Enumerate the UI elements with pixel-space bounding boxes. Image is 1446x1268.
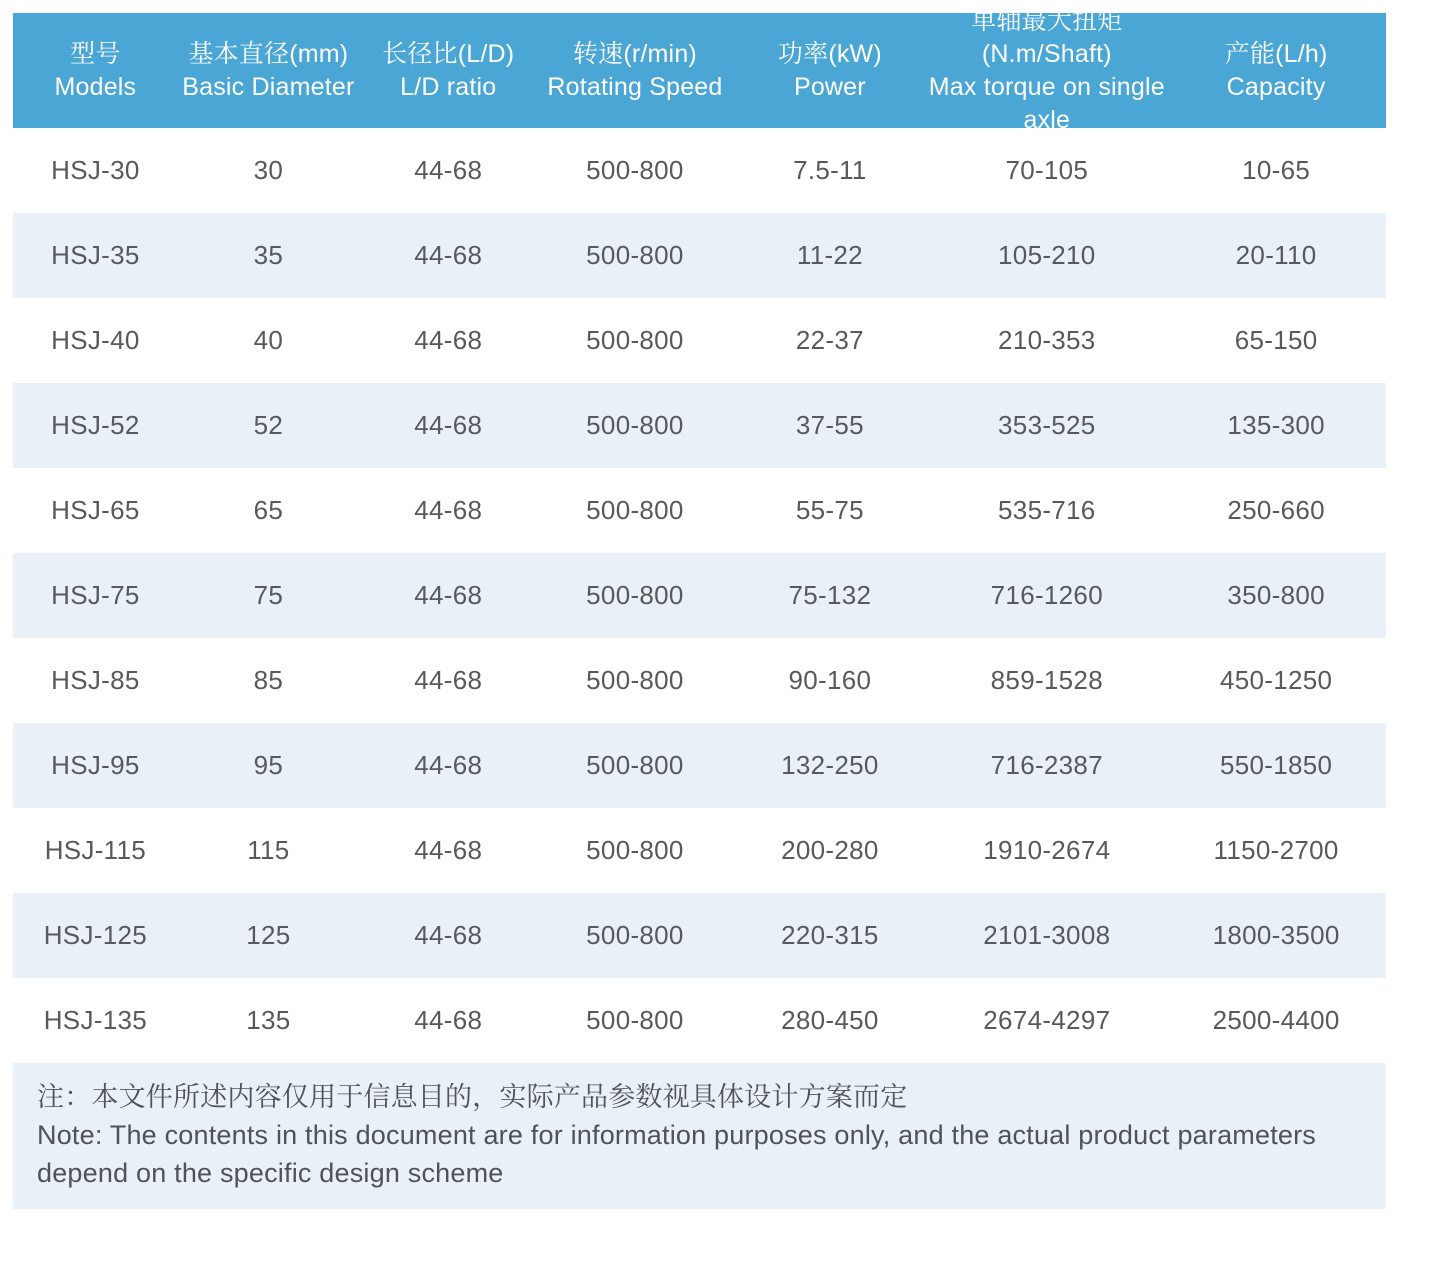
table-row bbox=[13, 808, 1386, 893]
table-header-row bbox=[13, 6, 1386, 134]
table-cell: 353-525 bbox=[998, 410, 1096, 440]
table-cell: 2101-3008 bbox=[983, 920, 1111, 950]
model-cell: HSJ-85 bbox=[51, 665, 140, 695]
table-cell: 85 bbox=[253, 665, 284, 695]
header-label-en: L/D ratio bbox=[400, 72, 497, 101]
table-cell: 500-800 bbox=[586, 835, 684, 865]
table-row bbox=[13, 383, 1386, 468]
table-cell: 44-68 bbox=[414, 240, 483, 270]
header-cell bbox=[1166, 13, 1386, 128]
header-cell bbox=[13, 13, 178, 128]
table-cell: 350-800 bbox=[1227, 580, 1325, 610]
table-cell: 11-22 bbox=[796, 240, 863, 270]
header-cell bbox=[732, 13, 927, 128]
model-cell: HSJ-65 bbox=[51, 495, 140, 525]
table-cell: 500-800 bbox=[586, 1005, 684, 1035]
table-row bbox=[13, 723, 1386, 808]
table-cell: 105-210 bbox=[998, 240, 1096, 270]
table-cell: 65 bbox=[253, 495, 284, 525]
header-label-zh: 功率(kW) bbox=[777, 39, 882, 68]
table-cell: 132-250 bbox=[781, 750, 879, 780]
table-cell: 52 bbox=[253, 410, 284, 440]
table-cell: 90-160 bbox=[788, 665, 872, 695]
model-cell: HSJ-135 bbox=[43, 1005, 147, 1035]
header-label-zh: 长径比(L/D) bbox=[382, 39, 515, 68]
table-cell: 44-68 bbox=[414, 410, 483, 440]
table-row bbox=[13, 298, 1386, 383]
header-label-en: Max torque on single axle bbox=[928, 72, 1165, 134]
table-cell: 500-800 bbox=[586, 580, 684, 610]
model-cell: HSJ-125 bbox=[43, 920, 147, 950]
table-cell: 75-132 bbox=[788, 580, 872, 610]
footnote-en: Note: The contents in this document are for information purposes only, and the actual product parameters depend on the specific design scheme bbox=[37, 1120, 1317, 1188]
header-cell bbox=[927, 6, 1166, 134]
table-cell: 200-280 bbox=[781, 835, 879, 865]
header-label-zh: 产能(L/h) bbox=[1224, 39, 1328, 68]
table-cell: 70-105 bbox=[1005, 155, 1089, 185]
table-cell: 500-800 bbox=[586, 240, 684, 270]
table-cell: 30 bbox=[253, 155, 284, 185]
footnote bbox=[13, 1063, 1386, 1209]
header-cell bbox=[178, 13, 359, 128]
table-cell: 44-68 bbox=[414, 155, 483, 185]
table-cell: 716-2387 bbox=[990, 750, 1103, 780]
table-cell: 500-800 bbox=[586, 665, 684, 695]
table-cell: 1800-3500 bbox=[1212, 920, 1340, 950]
table-cell: 37-55 bbox=[795, 410, 864, 440]
table-cell: 44-68 bbox=[414, 920, 483, 950]
table-cell: 115 bbox=[247, 835, 290, 865]
table-row bbox=[13, 638, 1386, 723]
table-row bbox=[13, 978, 1386, 1063]
table-cell: 10-65 bbox=[1242, 155, 1311, 185]
model-cell: HSJ-75 bbox=[51, 580, 140, 610]
table-cell: 280-450 bbox=[781, 1005, 879, 1035]
table-row bbox=[13, 468, 1386, 553]
table-cell: 40 bbox=[253, 325, 284, 355]
table-cell: 500-800 bbox=[586, 920, 684, 950]
model-cell: HSJ-95 bbox=[51, 750, 140, 780]
table-cell: 44-68 bbox=[414, 495, 483, 525]
table-cell: 1910-2674 bbox=[983, 835, 1111, 865]
table-cell: 44-68 bbox=[414, 665, 483, 695]
spec-table bbox=[13, 6, 1386, 1209]
table-cell: 44-68 bbox=[414, 580, 483, 610]
header-label-en: Models bbox=[54, 72, 137, 101]
table-cell: 500-800 bbox=[586, 155, 684, 185]
table-body bbox=[13, 128, 1386, 1063]
table-cell: 135 bbox=[246, 1005, 291, 1035]
header-label-en: Basic Diameter bbox=[182, 72, 355, 101]
table-cell: 20-110 bbox=[1235, 240, 1317, 270]
table-cell: 2674-4297 bbox=[983, 1005, 1111, 1035]
table-row bbox=[13, 893, 1386, 978]
table-cell: 135-300 bbox=[1227, 410, 1325, 440]
table-cell: 35 bbox=[253, 240, 284, 270]
header-cell bbox=[537, 13, 732, 128]
table-row bbox=[13, 128, 1386, 213]
header-label-zh: 基本直径(mm) bbox=[188, 39, 349, 68]
table-cell: 500-800 bbox=[586, 495, 684, 525]
header-cell bbox=[359, 13, 537, 128]
model-cell: HSJ-30 bbox=[51, 155, 140, 185]
table-cell: 95 bbox=[253, 750, 284, 780]
header-label-zh: 单轴最大扭矩(N.m/Shaft) bbox=[971, 6, 1123, 68]
table-cell: 500-800 bbox=[586, 325, 684, 355]
header-label-en: Power bbox=[793, 72, 866, 101]
footnote-zh: 注：本文件所述内容仅用于信息目的，实际产品参数视具体设计方案而定 bbox=[37, 1082, 908, 1112]
table-row bbox=[13, 553, 1386, 638]
table-cell: 44-68 bbox=[414, 750, 483, 780]
table-cell: 450-1250 bbox=[1219, 665, 1333, 695]
table-cell: 210-353 bbox=[998, 325, 1096, 355]
model-cell: HSJ-52 bbox=[51, 410, 140, 440]
table-cell: 220-315 bbox=[781, 920, 879, 950]
table-cell: 250-660 bbox=[1227, 495, 1325, 525]
header-label-en: Rotating Speed bbox=[547, 72, 723, 101]
table-cell: 550-1850 bbox=[1219, 750, 1333, 780]
table-cell: 65-150 bbox=[1234, 325, 1318, 355]
table-cell: 22-37 bbox=[795, 325, 864, 355]
table-cell: 500-800 bbox=[586, 750, 684, 780]
table-row bbox=[13, 213, 1386, 298]
table-cell: 859-1528 bbox=[990, 665, 1103, 695]
header-label-en: Capacity bbox=[1226, 72, 1326, 101]
table-cell: 44-68 bbox=[414, 1005, 483, 1035]
model-cell: HSJ-40 bbox=[51, 325, 140, 355]
table-cell: 125 bbox=[246, 920, 291, 950]
table-cell: 1150-2700 bbox=[1213, 835, 1339, 865]
table-cell: 44-68 bbox=[414, 835, 483, 865]
model-cell: HSJ-115 bbox=[44, 835, 147, 865]
table-cell: 716-1260 bbox=[990, 580, 1103, 610]
table-cell: 500-800 bbox=[586, 410, 684, 440]
table-cell: 44-68 bbox=[414, 325, 483, 355]
table-cell: 7.5-11 bbox=[793, 155, 867, 185]
model-cell: HSJ-35 bbox=[51, 240, 140, 270]
header-label-zh: 转速(r/min) bbox=[572, 39, 697, 68]
table-cell: 55-75 bbox=[795, 495, 864, 525]
header-label-zh: 型号 bbox=[70, 39, 121, 68]
table-cell: 2500-4400 bbox=[1212, 1005, 1340, 1035]
table-cell: 75 bbox=[253, 580, 284, 610]
table-cell: 535-716 bbox=[998, 495, 1096, 525]
